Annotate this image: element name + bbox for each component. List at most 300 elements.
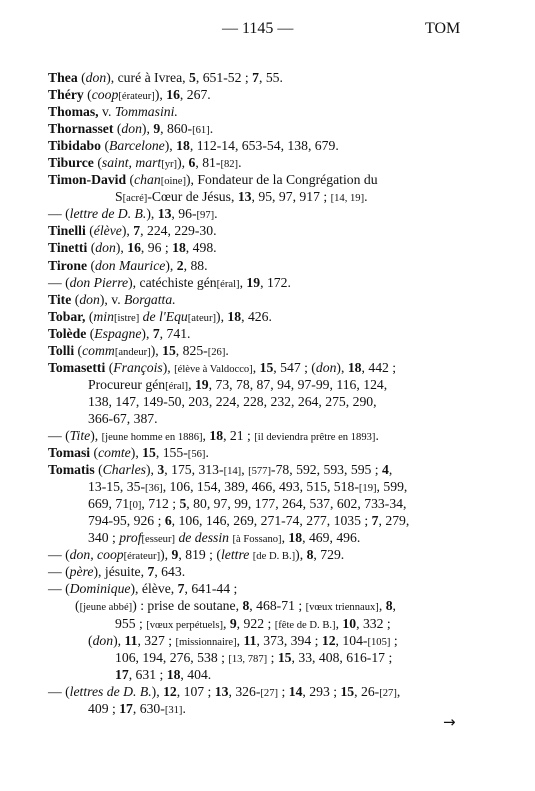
entry-term: 18 [166, 666, 181, 682]
text: ), [150, 342, 163, 358]
index-line [48, 478, 478, 495]
entry-term: 9 [171, 547, 179, 563]
editorial-note: [élève à Valdocco] [174, 363, 253, 375]
text: ), [115, 240, 128, 256]
text: , [396, 683, 401, 699]
entry-term: 11 [124, 632, 138, 648]
text: , 641-44 ; [184, 581, 238, 597]
index-entries [48, 69, 478, 717]
index-line [48, 188, 478, 205]
text: , 332 ; [356, 615, 391, 631]
entry-term: 13 [237, 189, 252, 205]
text: — ( [48, 547, 70, 563]
italic-text: don, coop [69, 547, 124, 563]
entry-term: 10 [342, 615, 357, 631]
text: , 825- [175, 342, 208, 358]
index-line [48, 427, 478, 444]
text: ), [162, 359, 175, 375]
text: , 279, [378, 513, 410, 529]
entry-term: 5 [179, 496, 187, 512]
entry-term: 15 [142, 445, 156, 461]
index-line [48, 546, 478, 563]
index-line [48, 291, 478, 308]
editorial-note: [andeur] [114, 346, 151, 358]
text: ), [141, 121, 154, 137]
index-line [48, 205, 478, 222]
index-line [48, 325, 478, 342]
text: , [388, 462, 393, 478]
continuation-arrow-icon: → [443, 713, 456, 731]
text: ), [151, 683, 164, 699]
editorial-note: [érateur] [118, 91, 155, 103]
text: , 26- [354, 683, 380, 699]
text: S [115, 189, 123, 205]
text: 409 ; [88, 700, 120, 716]
editorial-note: [éral] [165, 380, 189, 392]
text: , 630- [132, 700, 165, 716]
text: v. [98, 104, 115, 120]
entry-term: Tibidabo [48, 138, 102, 154]
text: , 155- [155, 445, 188, 461]
text: , 712 ; [141, 496, 180, 512]
text: , [222, 615, 230, 631]
text: , 498. [185, 240, 217, 256]
italic-text: chan [134, 172, 161, 188]
text: ( [87, 240, 96, 256]
editorial-note: [fête de D. B.] [274, 619, 336, 631]
index-line [48, 222, 478, 239]
index-line [48, 103, 478, 120]
entry-term: 14 [288, 683, 303, 699]
text: , 922 ; [236, 615, 275, 631]
entry-term: 12 [163, 683, 177, 699]
editorial-note: [esseur] [141, 534, 176, 546]
entry-term: 18 [172, 240, 186, 256]
text: ), [130, 445, 143, 461]
text: ), [146, 462, 158, 478]
index-line [48, 563, 478, 580]
entry-term: 19 [194, 376, 209, 392]
text: . [209, 121, 214, 137]
text: ( [85, 308, 94, 324]
text: 955 ; [115, 615, 147, 631]
text: ; [267, 649, 278, 665]
text: 106, 194, 276, 538 ; [115, 649, 229, 665]
text: , [281, 530, 289, 546]
text: , 104- [335, 632, 368, 648]
text: , 81- [195, 155, 221, 171]
text: ( [90, 445, 99, 461]
italic-text: élève [93, 223, 122, 239]
italic-text: don [85, 70, 107, 85]
italic-text: Tommasini. [114, 104, 178, 120]
text: , 106, 154, 389, 466, 493, 515, 518- [162, 479, 359, 495]
text: , [241, 462, 249, 478]
text: ( [101, 138, 109, 154]
italic-text: don [92, 632, 114, 648]
editorial-note: [82] [220, 159, 239, 171]
text: , 88. [183, 257, 208, 273]
text: ), [160, 547, 172, 563]
index-line [48, 257, 478, 274]
entry-term: Tobar, [48, 308, 86, 324]
text: 138, 147, 149-50, 203, 224, 228, 232, 264, 275, 290, [88, 393, 377, 409]
text: , 172. [260, 274, 291, 290]
text: ), [154, 87, 167, 103]
text: 794-95, 926 ; [88, 513, 165, 529]
text: — ( [48, 206, 70, 222]
text: ( [94, 462, 103, 478]
entry-term: 15 [277, 649, 292, 665]
text: , 741. [159, 325, 191, 341]
entry-term: 8 [306, 547, 314, 563]
text: 340 ; [88, 530, 120, 546]
text: ), [121, 223, 134, 239]
editorial-note: [14] [223, 466, 242, 478]
editorial-note: [0] [129, 500, 142, 512]
editorial-note: [yr] [161, 159, 178, 171]
text: , 80, 97, 99, 177, 264, 537, 602, 733-34, [186, 496, 407, 512]
text: ( [126, 172, 135, 188]
entry-term: Tolli [48, 342, 75, 358]
entry-term: 11 [243, 632, 257, 648]
italic-text: don [95, 240, 116, 256]
text: , 96- [171, 206, 197, 222]
text: Procureur gén [88, 376, 166, 392]
text: , 327 ; [137, 632, 176, 648]
text: ), [113, 632, 125, 648]
text: , 631 ; [128, 666, 167, 682]
text: , 547 ; ( [273, 359, 316, 375]
index-line [48, 461, 478, 478]
italic-text: de l'Equ [139, 308, 188, 324]
editorial-note: [27] [260, 687, 279, 699]
text: ( [88, 632, 93, 648]
entry-term: 9 [153, 121, 161, 137]
italic-text: Tite [69, 427, 91, 443]
index-line [48, 615, 478, 632]
index-line [48, 171, 478, 188]
text: , [252, 359, 260, 375]
editorial-note: [13, 787] [228, 653, 268, 665]
text: , [392, 598, 396, 614]
entry-term: Tinelli [48, 223, 86, 239]
entry-term: 5 [189, 70, 196, 85]
entry-term: 16 [127, 240, 141, 256]
editorial-note: [97] [196, 210, 215, 222]
italic-text: Dominique [69, 581, 131, 597]
text: ), [146, 206, 158, 222]
index-line [48, 495, 478, 512]
text: , 819 ; ( [178, 547, 221, 563]
entry-term: 18 [227, 308, 242, 324]
entry-term: 8 [242, 598, 250, 614]
entry-term: 7 [177, 581, 185, 597]
entry-term: Tomasetti [48, 359, 106, 375]
text: ), Fondateur de la Congrégation du [185, 172, 378, 188]
editorial-note: [ateur] [187, 312, 217, 324]
index-line [48, 512, 478, 529]
text: ( [85, 223, 94, 239]
index-line [48, 444, 478, 461]
text: ( [87, 257, 96, 273]
text: , 468-71 ; [249, 598, 306, 614]
index-line [48, 86, 478, 103]
editorial-note: [19] [358, 483, 377, 495]
entry-term: 18 [288, 530, 303, 546]
entry-term: Thea [48, 70, 78, 85]
text: ( [105, 359, 114, 375]
italic-text: prof [119, 530, 142, 546]
editorial-note: [vœux perpétuels] [146, 619, 223, 631]
entry-term: Tomasi [48, 445, 91, 461]
entry-term: 9 [229, 615, 237, 631]
italic-text: lettres de D. B. [69, 683, 152, 699]
editorial-note: [56] [187, 449, 206, 461]
text: , 112-14, 653-54, 138, 679. [189, 138, 339, 154]
italic-text: comte [98, 445, 131, 461]
editorial-note: [36] [145, 483, 163, 495]
italic-text: don [79, 291, 100, 307]
text: , 442 ; [361, 359, 397, 375]
italic-text: saint, mart [101, 155, 162, 171]
text: , [236, 632, 244, 648]
editorial-note: [érateur] [123, 551, 161, 563]
italic-text: don [121, 121, 142, 137]
text: ), curé à Ivrea, [106, 70, 190, 85]
text: — ( [48, 427, 70, 443]
entry-term: 17 [115, 666, 129, 682]
entry-term: 15 [162, 342, 176, 358]
entry-term: 18 [176, 138, 190, 154]
entry-term: 6 [164, 513, 172, 529]
running-head: TOM [425, 20, 461, 37]
index-line [48, 529, 478, 546]
entry-term: Tomatis [48, 462, 95, 478]
text: — ( [48, 581, 70, 597]
text: , 21 ; [223, 427, 255, 443]
entry-term: 13 [157, 206, 172, 222]
editorial-note: [61] [192, 125, 210, 137]
editorial-note: [à Fossano] [232, 534, 282, 546]
editorial-note: [jeune homme en 1886] [101, 431, 203, 443]
index-line [48, 120, 478, 137]
editorial-note: [31] [164, 704, 183, 716]
text: , 326- [228, 683, 261, 699]
index-line [48, 700, 478, 717]
text: ; [390, 632, 398, 648]
editorial-note: [26] [207, 346, 226, 358]
italic-text: min [93, 308, 114, 324]
text: ( [113, 121, 122, 137]
text: , 293 ; [302, 683, 341, 699]
text: , 224, 229-30. [140, 223, 217, 239]
index-line [48, 359, 478, 376]
italic-text: de dessin [175, 530, 230, 546]
entry-term: 12 [321, 632, 336, 648]
text: ), jésuite, [93, 564, 148, 580]
entry-term: Tinetti [48, 240, 88, 256]
text: ), [141, 325, 153, 341]
index-line [48, 376, 478, 393]
entry-term: 7 [133, 223, 141, 239]
entry-term: Timon-David [48, 172, 127, 188]
text: ), [336, 359, 348, 375]
italic-text: Barcelone [109, 138, 165, 154]
editorial-note: [éral] [216, 278, 240, 290]
text: , 469, 496. [302, 530, 361, 546]
editorial-note: [oine] [160, 176, 186, 188]
text: . [182, 700, 186, 716]
italic-text: lettre de D. B. [69, 206, 147, 222]
italic-text: don [315, 359, 337, 375]
text: ), v. [99, 291, 125, 307]
entry-term: 16 [166, 87, 180, 103]
entry-term: Thornasset [48, 121, 114, 137]
italic-text: Borgatta. [124, 291, 176, 307]
page-number: — 1145 — [222, 20, 294, 37]
page-header [0, 20, 535, 40]
editorial-note: [vœux triennaux] [305, 602, 379, 614]
text: , 267. [179, 87, 211, 103]
text: ), [165, 257, 177, 273]
italic-text: don Maurice [95, 257, 166, 273]
editorial-note: [missionnaire] [175, 636, 237, 648]
entry-term: Tite [48, 291, 72, 307]
entry-term: 18 [347, 359, 362, 375]
text: , 860- [160, 121, 193, 137]
text: — ( [48, 274, 70, 290]
text: . [214, 206, 218, 222]
index-line [48, 393, 478, 410]
text: , [202, 427, 210, 443]
text: — ( [48, 683, 70, 699]
editorial-note: [istre] [113, 312, 140, 324]
text: ( [86, 325, 95, 341]
entry-term: 4 [382, 462, 389, 478]
index-line [48, 632, 478, 649]
text: 13-15, 35- [88, 479, 146, 495]
index-line [48, 683, 478, 700]
text: ), [164, 138, 177, 154]
entry-term: 17 [119, 700, 133, 716]
editorial-note: [577] [248, 466, 272, 478]
entry-term: Théry [48, 87, 84, 103]
text: , 373, 394 ; [256, 632, 322, 648]
text: ; [278, 683, 289, 699]
entry-term: Thomas, [48, 104, 99, 120]
entry-term: 7 [152, 325, 160, 341]
italic-text: Charles [102, 462, 146, 478]
text: , 651-52 ; [195, 70, 253, 85]
text: , [335, 615, 343, 631]
editorial-note: [14, 19] [330, 193, 365, 205]
editorial-note: [jeune abbé] [79, 602, 133, 614]
entry-term: 18 [209, 427, 224, 443]
text: , 729. [313, 547, 345, 563]
text: , 33, 408, 616-17 ; [291, 649, 393, 665]
entry-term: 3 [157, 462, 165, 478]
index-line [48, 69, 478, 86]
text: ), catéchiste gén [128, 274, 217, 290]
italic-text: père [69, 564, 94, 580]
text: , 404. [180, 666, 212, 682]
text: 366-67, 387. [88, 410, 158, 426]
text: 669, 71 [88, 496, 130, 512]
text: . [205, 445, 209, 461]
text: , 106, 146, 269, 271-74, 277, 1035 ; [171, 513, 372, 529]
entry-term: 15 [259, 359, 274, 375]
index-line [48, 239, 478, 256]
entry-term: 6 [188, 155, 196, 171]
text: , 643. [154, 564, 186, 580]
text: ( [74, 342, 83, 358]
italic-text: comm [82, 342, 115, 358]
italic-text: François [113, 359, 163, 375]
entry-term: 8 [385, 598, 393, 614]
text: — ( [48, 564, 70, 580]
text: -Cœur de Jésus, [147, 189, 238, 205]
italic-text: don Pierre [69, 274, 129, 290]
text: ( [83, 87, 92, 103]
entry-term: 7 [371, 513, 379, 529]
text: ( [75, 598, 80, 614]
text: , 95, 97, 917 ; [251, 189, 331, 205]
entry-term: 13 [214, 683, 229, 699]
editorial-note: [105] [367, 636, 391, 648]
index-line [48, 410, 478, 427]
entry-term: Tiburce [48, 155, 94, 171]
text: ), élève, [130, 581, 178, 597]
italic-text: Espagne [94, 325, 142, 341]
index-line [48, 154, 478, 171]
text: , 175, 313- [164, 462, 224, 478]
editorial-note: [de D. B.] [252, 551, 296, 563]
text: ( [93, 155, 102, 171]
index-line [48, 597, 478, 614]
text: ), [90, 427, 102, 443]
text: ( [77, 70, 86, 85]
entry-term: 19 [246, 274, 261, 290]
text: , 96 ; [140, 240, 173, 256]
text: ), [177, 155, 189, 171]
text: , [378, 598, 386, 614]
text: , 73, 78, 87, 94, 97-99, 116, 124, [208, 376, 388, 392]
index-line [48, 308, 478, 325]
italic-text: coop [91, 87, 119, 103]
entry-term: Tirone [48, 257, 88, 273]
text: . [375, 427, 379, 443]
text: ) : prise de soutane, [132, 598, 243, 614]
text: . [364, 189, 368, 205]
index-line [48, 274, 478, 291]
text: . [225, 342, 229, 358]
editorial-note: [il deviendra prêtre en 1893] [254, 431, 376, 443]
entry-term: 7 [147, 564, 155, 580]
text: , 55. [258, 70, 283, 85]
text: , 599, [376, 479, 408, 495]
entry-term: Tolède [48, 325, 87, 341]
text: , 426. [241, 308, 272, 324]
index-line [48, 342, 478, 359]
text: -78, 592, 593, 595 ; [271, 462, 383, 478]
text: ), [216, 308, 228, 324]
editorial-note: [27] [379, 687, 397, 699]
editorial-note: [acré] [122, 193, 148, 205]
index-line [48, 580, 478, 597]
italic-text: lettre [220, 547, 250, 563]
text: ), [295, 547, 307, 563]
